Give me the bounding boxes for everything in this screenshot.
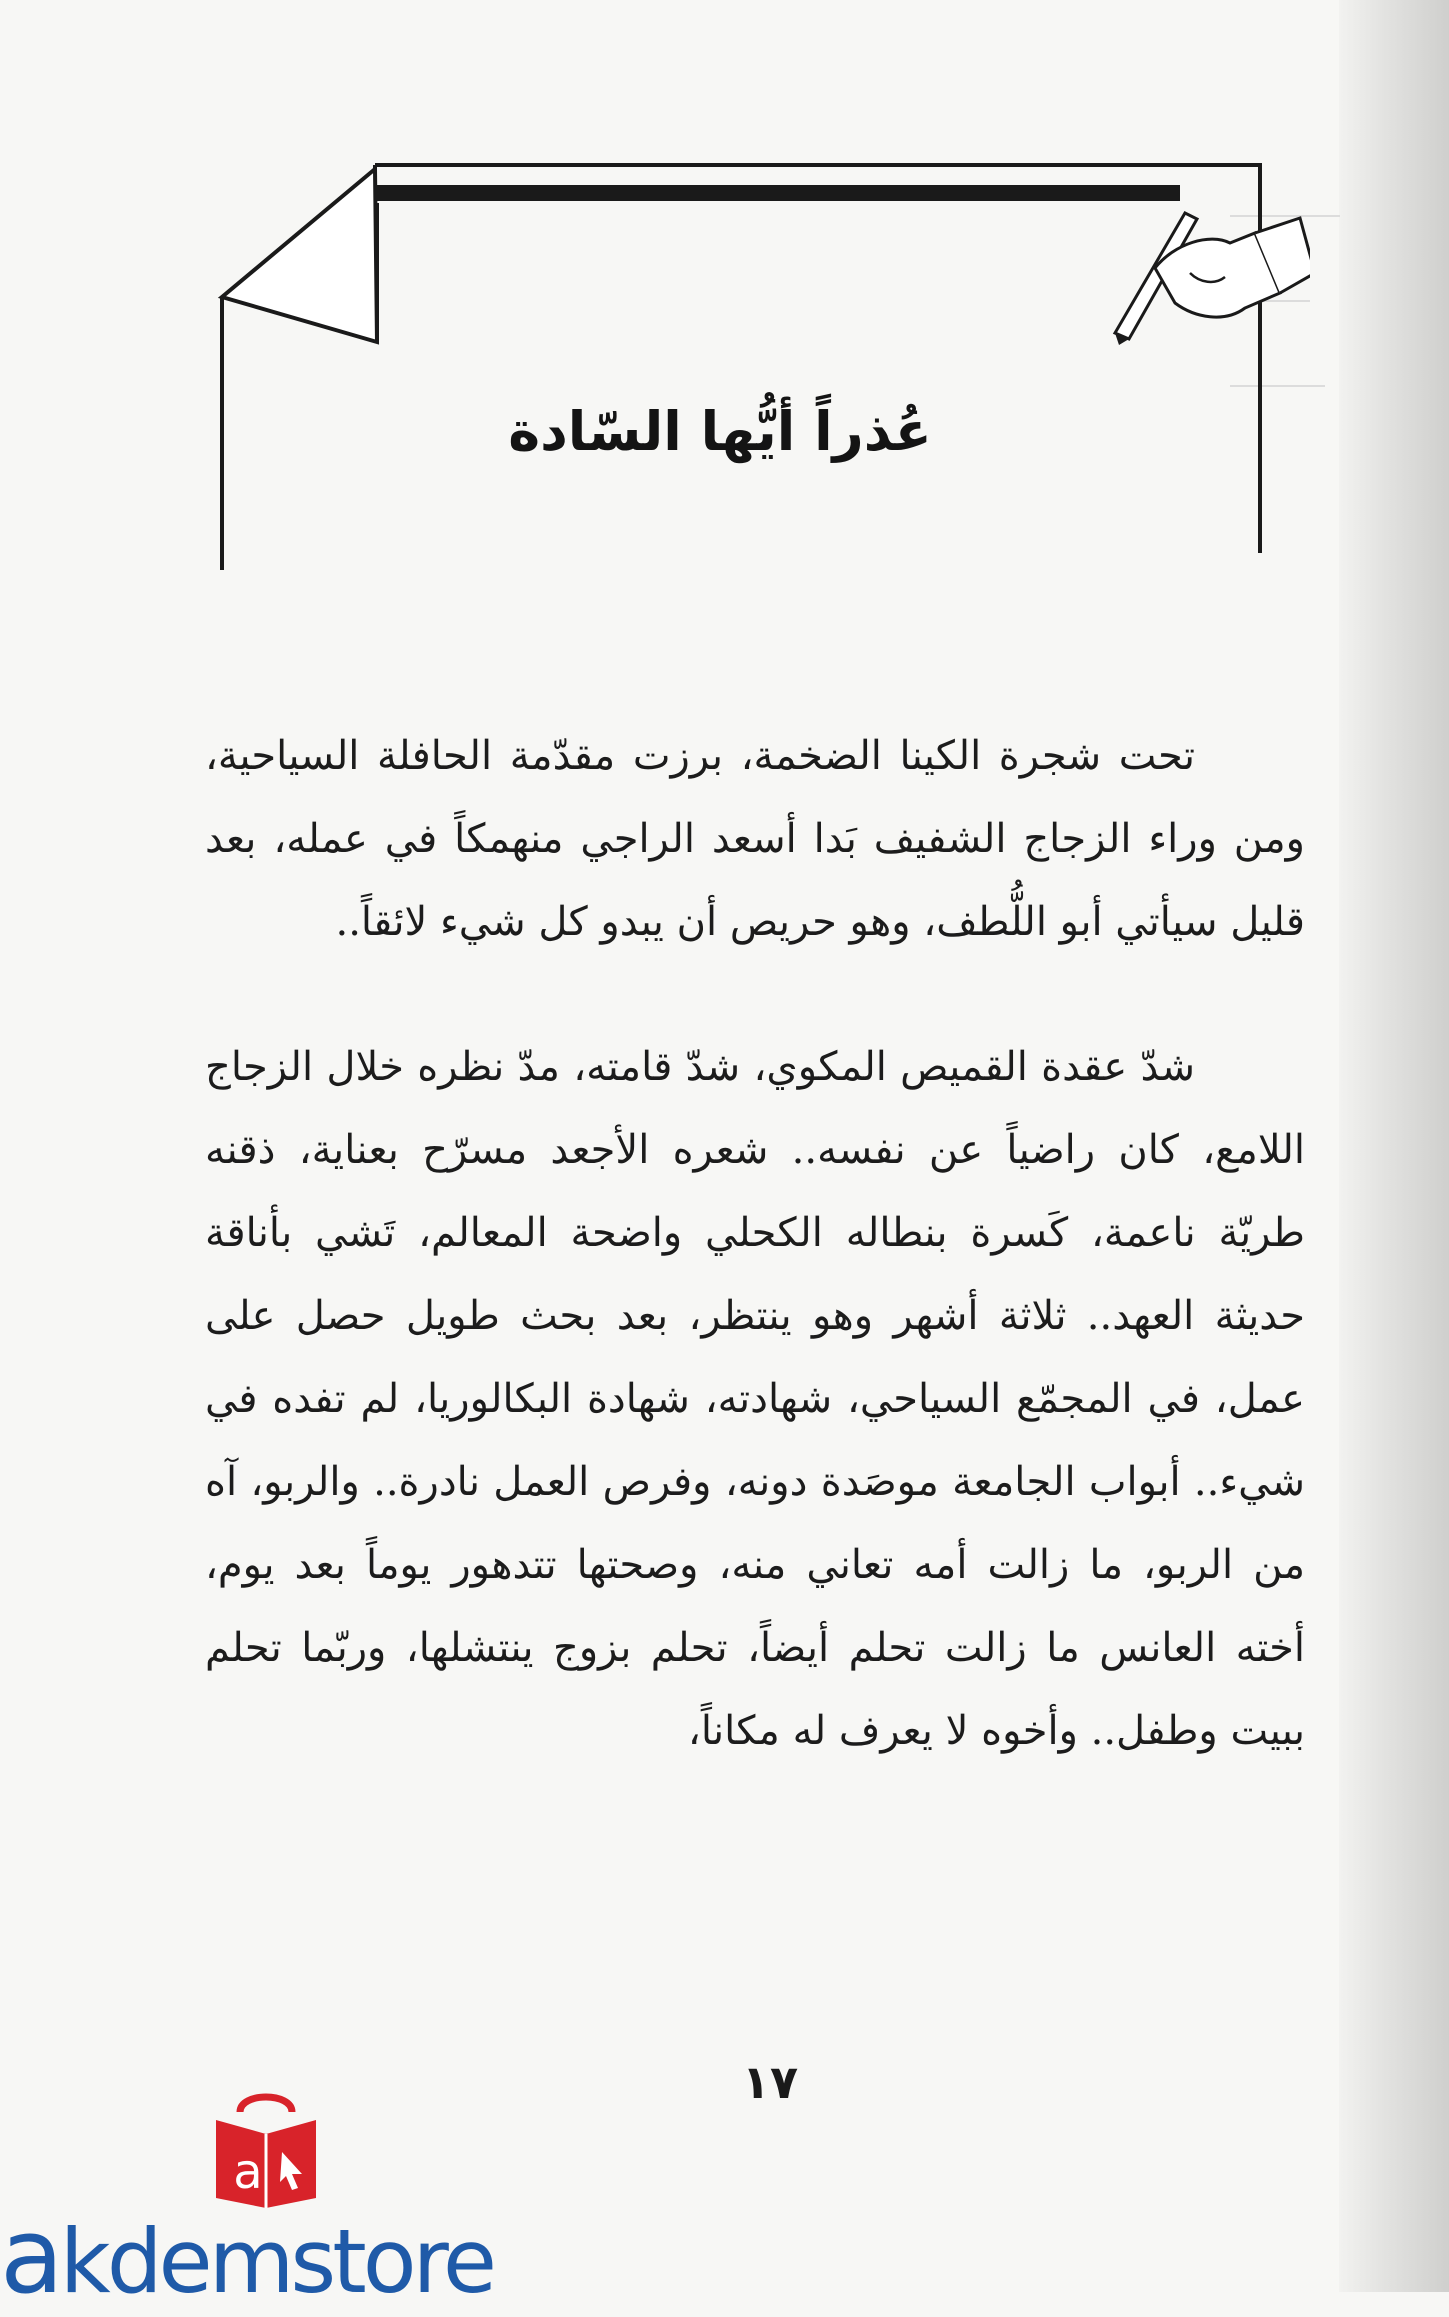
pen-icon <box>1115 213 1310 345</box>
chapter-title: عُذراً أيُّها السّادة <box>508 400 932 463</box>
brand-wordmark <box>0 2195 493 2317</box>
paragraph-1 <box>205 715 1305 964</box>
paragraph-1-text: تحت شجرة الكينا الضخمة، برزت مقدّمة الحافلة السياحية، ومن وراء الزجاج الشفيف بَدا أسعد الراجي منهمكاً في عمله، بعد قليل سيأتي أبو اللُّطف، وهو حريص أن يبدو كل شيء لائقاً.. <box>205 733 1305 945</box>
folded-corner <box>222 169 377 342</box>
brand-rest: kdemstore <box>59 2210 493 2313</box>
paragraph-2 <box>205 1026 1305 1773</box>
body-text <box>205 715 1305 1773</box>
header-top-rule <box>370 185 1180 201</box>
paragraph-2-text: شدّ عقدة القميص المكوي، شدّ قامته، مدّ نظره خلال الزجاج اللامع، كان راضياً عن نفسه.. شعره الأجعد مسرّح بعناية، ذقنه طريّة ناعمة، كَسرة بنطاله الكحلي واضحة المعالم، تَشي بأناقة حديثة العهد.. ثلاثة أشهر وهو ينتظر، بعد بحث طويل حصل على عمل، في المجمّع السياحي، شهادته، شهادة البكالوريا، لم تفده في شيء.. أبواب الجامعة موصَدة دونه، وفرص العمل نادرة.. والربو، آه من الربو، ما زالت أمه تعاني منه، وصحتها تتدهور يوماً بعد يوم، أخته العانس ما زالت تحلم أيضاً، تحلم بزوج ينتشلها، وربّما تحلم ببيت وطفل.. وأخوه لا يعرف له مكاناً، <box>205 1044 1305 1754</box>
brand-a: a <box>0 2195 60 2317</box>
page-number: ١٧ <box>741 2055 799 2109</box>
chapter-header-frame <box>210 155 1310 575</box>
page-gutter-shadow <box>1339 0 1449 2292</box>
logo-letter: a <box>233 2144 263 2200</box>
shopping-bag-book-icon <box>210 2090 322 2210</box>
header-frame-right-edge <box>375 165 1260 553</box>
